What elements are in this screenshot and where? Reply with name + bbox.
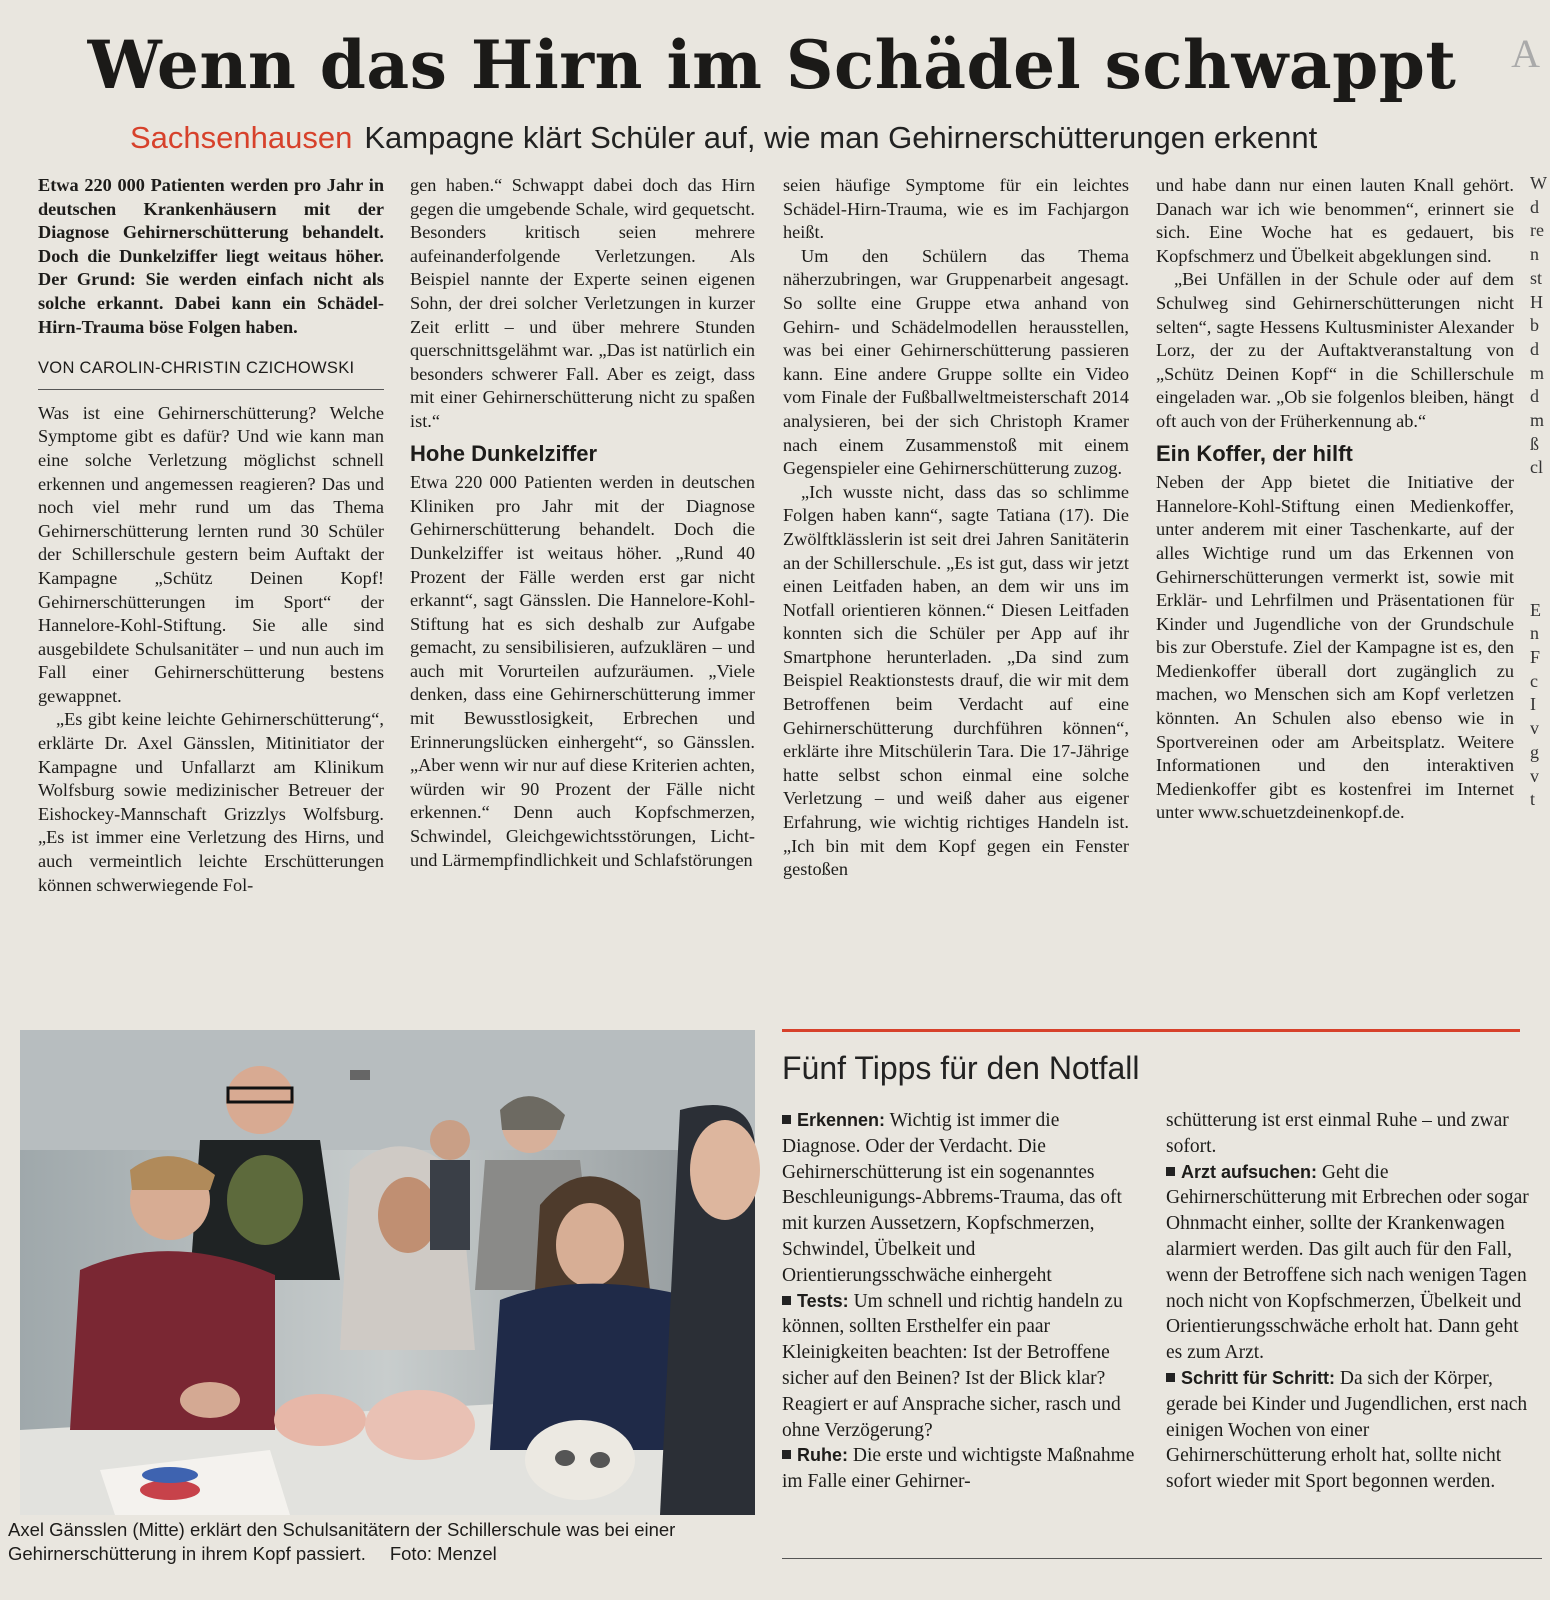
article-column-4 xyxy=(1156,174,1514,825)
article-column-3 xyxy=(783,174,1129,882)
adjacent-column-fragment: W d re n st H b d m d m ß cl E n F c I v g v t xyxy=(1530,173,1547,810)
paragraph: gen haben.“ Schwappt dabei doch das Hirn gegen die umgebende Schale, wird gequetscht. Besonders kritisch seien mehrere aufeinanderfolgende Verletzungen. Als Beispiel nannte der Experte seinen eigenen Sohn, der drei solcher Verletzungen in kurzer Zeit erlitt – und über mehrere Stunden querschnittsgelähmt war. „Das ist natürlich ein besonders schwerer Fall. Aber es zeigt, dass mit einer Gehirnerschütterung nicht zu spaßen ist.“ xyxy=(410,175,755,431)
tip-text: Die erste und wichtigste Maßnahme im Falle einer Gehirner- xyxy=(782,1445,1135,1493)
tip-text: Wichtig ist immer die Diagnose. Oder der Verdacht. Die Gehirnerschütterung ist ein sogenanntes Beschleunigungs-Abbrems-Trauma, das oft mit kurzen Aussetzern, Kopfschmerzen, Schwindel, Übelkeit und Orientierungsschwäche einhergeht xyxy=(782,1110,1122,1286)
subheadline-text: Kampagne klärt Schüler auf, wie man Gehirnerschütterungen erkennt xyxy=(364,120,1318,155)
tip-label: Erkennen: xyxy=(797,1110,886,1130)
box-divider xyxy=(782,1029,1520,1032)
tip-item xyxy=(1166,1160,1530,1366)
caption-text: Axel Gänsslen (Mitte) erklärt den Schulsanitätern der Schillerschule was bei einer Gehirnerschütterung in ihrem Kopf passiert. xyxy=(8,1519,676,1564)
tips-column-right xyxy=(1166,1108,1530,1495)
photo-credit: Foto: Menzel xyxy=(389,1543,497,1564)
article-column-1 xyxy=(38,174,384,897)
bullet-icon xyxy=(1166,1373,1175,1382)
article-column-2 xyxy=(410,174,755,872)
paragraph: Neben der App bietet die Initiative der Hannelore-Kohl-Stiftung einen Medienkoffer, unter anderem mit einer Taschenkarte, auf der alles Wichtige rund um das Erkennen von Gehirnerschütterungen vermerkt ist, sowie mit Erklär- und Lehrfilmen und Präsentationen für Kinder und Jugendliche von der Grundschule bis zur Oberstufe. Ziel der Kampagne ist es, den Medienkoffer überall dort zugänglich zu machen, wo Menschen sich am Kopf verletzen könnten. An Schulen also ebenso wie in Sportvereinen oder am Arbeitsplatz. Weitere Informationen und den interaktiven Medienkoffer gibt es kostenfrei im Internet unter www.schuetzdeinenkopf.de. xyxy=(1156,472,1514,823)
paragraph: und habe dann nur einen lauten Knall gehört. Danach war ich wie benommen“, erinnert sie sich. Eine Woche hat es gedauert, bis Kopfschmerz und Übelkeit abgeklungen sind. xyxy=(1156,175,1514,266)
subheadline xyxy=(130,120,1530,156)
bullet-icon xyxy=(782,1115,791,1124)
tip-text: Da sich der Körper, gerade bei Kinder und Jugendlichen, erst nach einigen Wochen von einer Gehirnerschütterung erholt hat, sollte nicht sofort wieder mit Sport begonnen werden. xyxy=(1166,1367,1528,1493)
tip-item xyxy=(782,1289,1142,1444)
tip-label: Ruhe: xyxy=(797,1445,848,1466)
tip-label: Schritt für Schritt: xyxy=(1181,1367,1336,1388)
box-bottom-rule xyxy=(782,1558,1542,1559)
photo-caption xyxy=(8,1518,758,1566)
tip-text: Geht die Gehirnerschütterung mit Erbrechen oder sogar Ohnmacht einher, sollte der Krankenwagen alarmiert werden. Das gilt auch für den Fall, wenn der Betroffene sich nach wenigen Tagen noch nicht von Kopfschmerzen, Übelkeit und Orientierungsschwäche erholt hat. Dann geht es zum Arzt. xyxy=(1166,1161,1529,1364)
paragraph: Etwa 220 000 Patienten werden in deutschen Kliniken pro Jahr mit der Diagnose Gehirnerschütterung behandelt. Doch die Dunkelziffer ist weitaus höher. „Rund 40 Prozent der Fälle werden erst gar nicht erkannt“, sagt Gänsslen. Die Hannelore-Kohl-Stiftung hat es sich deshalb zur Aufgabe gemacht, zu sensibilisieren, aufzuklären – und auch mit Vorurteilen aufzuräumen. „Viele denken, dass eine Gehirnerschütterung immer mit Bewusstlosigkeit, Erbrechen und Erinnerungslücken einhergeht“, so Gänsslen. „Aber wenn wir nur auf diese Kriterien achten, würden wir 90 Prozent der Fälle nicht erkennen.“ Denn auch Kopfschmerzen, Schwindel, Gleichgewichtsstörungen, Licht- und Lärmempfindlichkeit und Schlafstörungen xyxy=(410,472,755,870)
tip-text: Um schnell und richtig handeln zu können, sollten Ersthelfer ein paar Kleinigkeiten beachten: Ist der Betroffene sicher auf den Beinen? Ist der Blick klar? Reagiert er auf Ansprache sicher, rasch und ohne Verzögerung? xyxy=(782,1290,1123,1441)
tip-item xyxy=(1166,1366,1530,1495)
paragraph: seien häufige Symptome für ein leichtes Schädel-Hirn-Trauma, wie es im Fachjargon heißt. xyxy=(783,175,1129,243)
article-photo xyxy=(20,1030,755,1515)
bullet-icon xyxy=(1166,1167,1175,1176)
paragraph: Um den Schülern das Thema näherzubringen, war Gruppenarbeit angesagt. So sollte eine Gruppe etwa anhand von Gehirn- und Schädelmodellen herausstellen, was bei einer Gehirnerschütterung passieren kann. Eine andere Gruppe sollte ein Video vom Finale der Fußballweltmeisterschaft 2014 analysieren, bei der sich Christoph Kramer nach einem Zusammenstoß mit einem Gegenspieler eine Gehirnerschütterung zuzog. xyxy=(783,245,1129,479)
kicker: Sachsenhausen xyxy=(130,120,353,155)
photo-illustration xyxy=(20,1030,755,1515)
bullet-icon xyxy=(782,1450,791,1459)
tip-continuation: schütterung ist erst einmal Ruhe – und zwar sofort. xyxy=(1166,1110,1509,1157)
paragraph: „Bei Unfällen in der Schule oder auf dem Schulweg sind Gehirnerschütterungen nicht selten“, sagte Hessens Kultusminister Alexander Lorz, der zu der Auftaktveranstaltung von „Schütz Deinen Kopf“ in die Schillerschule eingeladen war. „Ob sie folgenlos bleiben, hängt oft auch von der Früherkennung ab.“ xyxy=(1156,269,1514,431)
tip-item xyxy=(782,1443,1142,1495)
paragraph: „Es gibt keine leichte Gehirnerschütterung“, erklärte Dr. Axel Gänsslen, Mitinitiator der Kampagne und Unfallarzt am Klinikum Wolfsburg sowie medizinischer Betreuer der Eishockey-Mannschaft Grizzlys Wolfsburg. „Es ist immer eine Verletzung des Hirns, und auch vermeintlich leichte Erschütterungen können schwerwiegende Fol- xyxy=(38,709,384,895)
section-heading: Hohe Dunkelziffer xyxy=(410,440,598,466)
bullet-icon xyxy=(782,1296,791,1305)
section-heading: Ein Koffer, der hilft xyxy=(1156,440,1353,466)
paragraph: „Ich wusste nicht, dass das so schlimme Folgen haben kann“, sagte Tatiana (17). Die Zwölftklässlerin ist seit drei Jahren Sanitäterin an der Schillerschule. „Es ist gut, dass wir jetzt einen Leitfaden haben, an dem wir uns im Notfall orientieren können.“ Diesen Leitfaden konnten sich die Schüler per App auf ihr Smartphone herunterladen. „Da sind zum Beispiel Reaktionstests drauf, die wir mit dem Betroffenen beim Verdacht auf eine Gehirnerschütterung durchführen können“, erklärte ihre Mitschülerin Tara. Die 17-Jährige hatte selbst schon einmal eine solche Verletzung – und weiß daher aus eigener Erfahrung, wie wichtig richtiges Handeln ist. „Ich bin mit dem Kopf gegen ein Fenster gestoßen xyxy=(783,481,1129,880)
tips-column-left xyxy=(782,1108,1142,1495)
headline: Wenn das Hirn im Schädel schwappt xyxy=(87,26,1457,104)
byline: VON CAROLIN-CHRISTIN CZICHOWSKI xyxy=(38,357,384,390)
tip-item xyxy=(782,1108,1142,1289)
tip-label: Tests: xyxy=(797,1290,849,1311)
edge-letter: A xyxy=(1511,31,1540,76)
lead-paragraph: Etwa 220 000 Patienten werden pro Jahr in deutschen Krankenhäusern mit der Diagnose Gehirnerschütterung behandelt. Doch die Dunkelziffer liegt weitaus höher. Der Grund: Sie werden einfach nicht als solche erkannt. Dabei kann ein Schädel-Hirn-Trauma böse Folgen haben. xyxy=(38,175,384,337)
box-title: Fünf Tipps für den Notfall xyxy=(782,1050,1140,1086)
tip-label: Arzt aufsuchen: xyxy=(1181,1161,1318,1182)
paragraph: Was ist eine Gehirnerschütterung? Welche Symptome gibt es dafür? Und wie kann man eine solche Verletzung möglichst schnell erkennen und angemessen reagieren? Das und noch viel mehr rund um das Thema Gehirnerschütterung lernten rund 30 Schüler der Schillerschule gestern beim Auftakt der Kampagne „Schütz Deinen Kopf! Gehirnerschütterungen im Sport“ der Hannelore-Kohl-Stiftung. Sie alle sind ausgebildete Schulsanitäter – und nun auch im Fall einer Gehirnerschütterung bestens gewappnet. xyxy=(38,402,384,706)
